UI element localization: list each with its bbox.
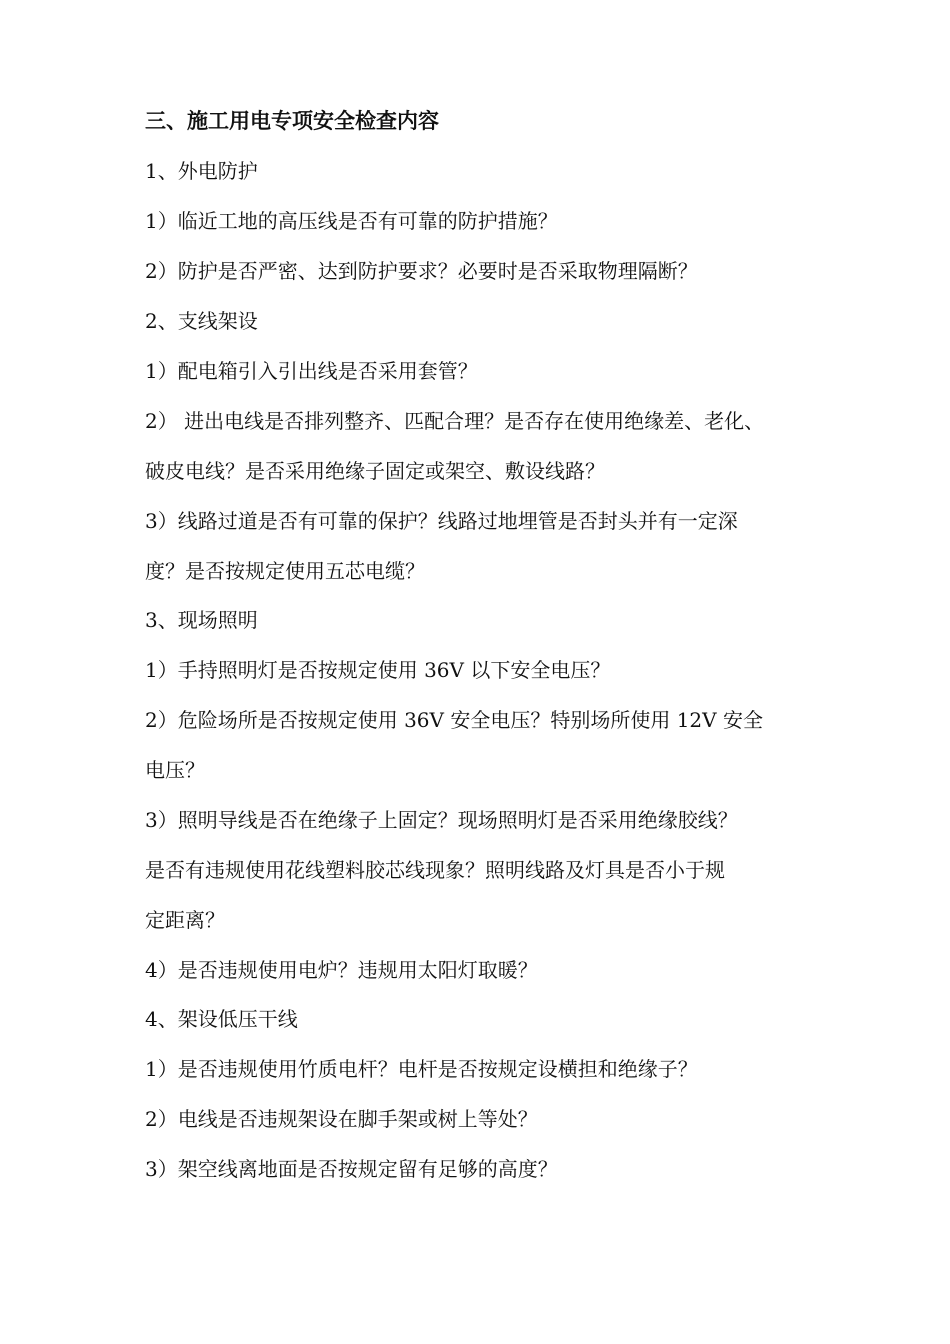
paragraph-line: 度？是否按规定使用五芯电缆？ bbox=[145, 559, 425, 583]
paragraph-line: 3）线路过道是否有可靠的保护？线路过地埋管是否封头并有一定深 bbox=[145, 509, 738, 533]
heading-site-lighting: 3、现场照明 bbox=[145, 608, 258, 632]
paragraph-line: 2）危险场所是否按规定使用 36V 安全电压？特别场所使用 12V 安全 bbox=[145, 708, 763, 732]
paragraph-line: 1）配电箱引入引出线是否采用套管？ bbox=[145, 359, 478, 383]
heading-branch-lines: 2、支线架设 bbox=[145, 309, 258, 333]
paragraph-line: 2）防护是否严密、达到防护要求？必要时是否采取物理隔断？ bbox=[145, 259, 698, 283]
paragraph-line: 3）架空线离地面是否按规定留有足够的高度？ bbox=[145, 1157, 558, 1181]
paragraph-line: 1）是否违规使用竹质电杆？电杆是否按规定设横担和绝缘子？ bbox=[145, 1057, 698, 1081]
paragraph-line: 1）手持照明灯是否按规定使用 36V 以下安全电压？ bbox=[145, 658, 611, 682]
section-title: 三、施工用电专项安全检查内容 bbox=[145, 108, 439, 133]
paragraph-line: 定距离？ bbox=[145, 908, 225, 932]
paragraph-line: 1）临近工地的高压线是否有可靠的防护措施？ bbox=[145, 209, 558, 233]
paragraph-line: 电压？ bbox=[145, 758, 205, 782]
heading-external-protection: 1、外电防护 bbox=[145, 159, 258, 183]
heading-low-voltage-mains: 4、架设低压干线 bbox=[145, 1007, 298, 1031]
paragraph-line: 2）电线是否违规架设在脚手架或树上等处？ bbox=[145, 1107, 538, 1131]
paragraph-line: 是否有违规使用花线塑料胶芯线现象？照明线路及灯具是否小于规 bbox=[145, 858, 725, 882]
paragraph-line: 4）是否违规使用电炉？违规用太阳灯取暖？ bbox=[145, 958, 538, 982]
paragraph-line: 破皮电线？是否采用绝缘子固定或架空、敷设线路？ bbox=[145, 459, 605, 483]
paragraph-line: 3）照明导线是否在绝缘子上固定？现场照明灯是否采用绝缘胶线？ bbox=[145, 808, 738, 832]
paragraph-line: 2） 进出电线是否排列整齐、匹配合理？是否存在使用绝缘差、老化、 bbox=[145, 409, 765, 433]
